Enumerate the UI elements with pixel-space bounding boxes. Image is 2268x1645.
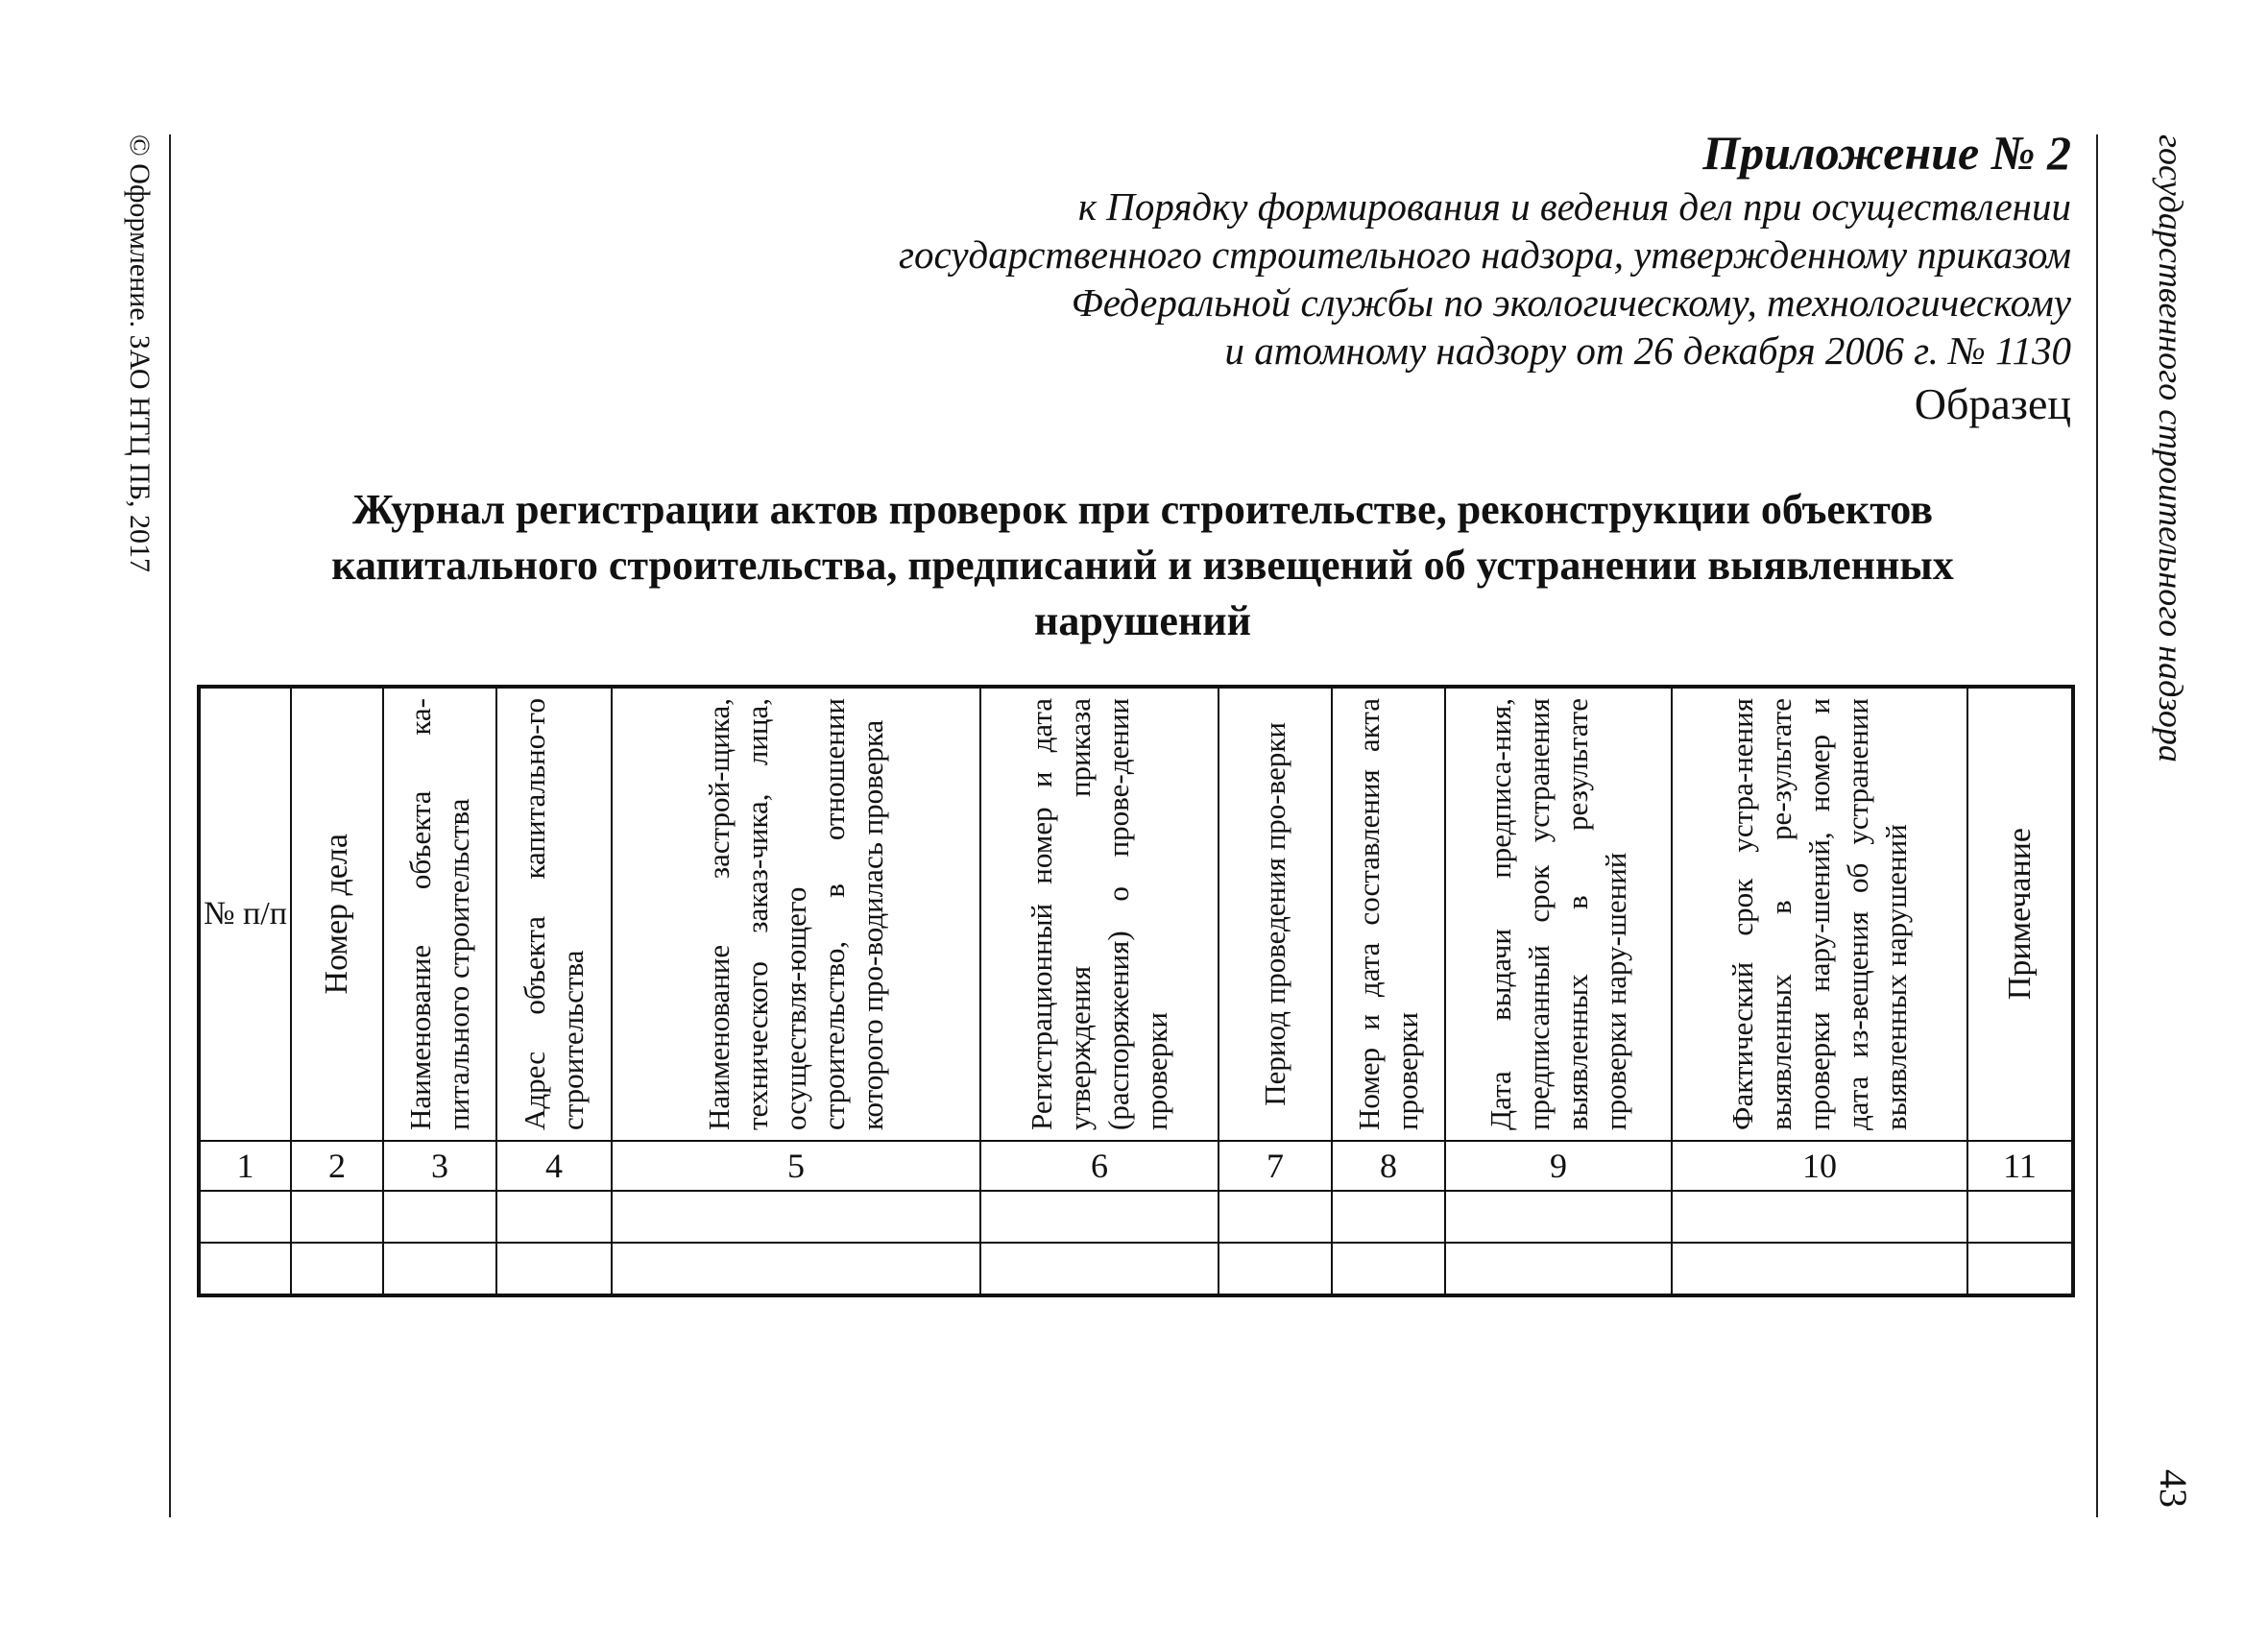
header-object-address: Адрес объекта капитально-го строительства (518, 698, 590, 1130)
table-header-row (199, 687, 2073, 1141)
empty-cell (1672, 1243, 1967, 1295)
running-header: государственного строительного надзора (2152, 134, 2190, 762)
appendix-title: Приложение № 2 (1702, 126, 2071, 180)
column-number: 7 (1218, 1141, 1332, 1191)
column-number: 2 (291, 1141, 383, 1191)
appendix-line-3: Федеральной службы по экологическому, технологическому (1071, 280, 2071, 325)
header-order-registration: Регистрационный номер и дата утверждения приказа (распоряжения) о прове-дении проверки (1025, 698, 1173, 1130)
table-row (199, 1191, 2073, 1243)
empty-cell (980, 1243, 1218, 1295)
empty-cell (1332, 1243, 1445, 1295)
empty-cell (1967, 1243, 2073, 1295)
empty-cell (1445, 1243, 1672, 1295)
table-row (199, 1243, 2073, 1295)
left-margin-rule (169, 134, 171, 1517)
empty-cell (1967, 1191, 2073, 1243)
header-act-number-date: Номер и дата составления акта проверки (1352, 698, 1424, 1130)
column-number: 1 (199, 1141, 291, 1191)
right-margin-rule (2096, 134, 2098, 1517)
empty-cell (199, 1243, 291, 1295)
journal-title-line-2: капитального строительства, предписаний и извещений об устранении выявленных (331, 542, 1954, 589)
header-cell (199, 687, 291, 1141)
header-cell (980, 687, 1218, 1141)
empty-cell (980, 1191, 1218, 1243)
sample-label: Образец (1914, 379, 2071, 428)
header-actual-elimination: Фактический срок устра-нения выявленных в ре-зультате проверки нару-шений, номер и дата из-вещения об устранении выявленных нарушений (1725, 698, 1913, 1130)
appendix-line-2: государственного строительного надзора, утвержденному приказом (898, 232, 2071, 277)
empty-cell (612, 1191, 980, 1243)
header-cell (383, 687, 496, 1141)
column-number: 8 (1332, 1141, 1445, 1191)
column-number: 10 (1672, 1141, 1967, 1191)
column-number: 4 (496, 1141, 612, 1191)
column-number: 5 (612, 1141, 980, 1191)
column-number-row (199, 1141, 2073, 1191)
empty-cell (383, 1191, 496, 1243)
journal-title-line-3: нарушений (1034, 597, 1251, 644)
header-cell (1967, 687, 2073, 1141)
journal-title (202, 482, 2084, 649)
column-number: 6 (980, 1141, 1218, 1191)
header-inspection-period: Период проведения про-верки (1258, 722, 1291, 1106)
column-number: 11 (1967, 1141, 2073, 1191)
header-note: Примечание (2001, 828, 2038, 1001)
copyright-note: © Оформление. ЗАО НТЦ ПБ, 2017 (124, 134, 156, 573)
header-cell (1672, 687, 1967, 1141)
journal-table (197, 685, 2075, 1297)
empty-cell (1218, 1243, 1332, 1295)
page-number: 43 (2152, 1469, 2195, 1508)
column-number: 3 (383, 1141, 496, 1191)
header-cell (291, 687, 383, 1141)
empty-cell (383, 1243, 496, 1295)
empty-cell (291, 1191, 383, 1243)
column-number: 9 (1445, 1141, 1672, 1191)
appendix-block (727, 123, 2071, 434)
journal-title-line-1: Журнал регистрации актов проверок при строительстве, реконструкции объектов (352, 486, 1933, 533)
header-object-name: Наименование объекта ка-питального строительства (403, 698, 475, 1130)
empty-cell (199, 1191, 291, 1243)
header-cell (496, 687, 612, 1141)
empty-cell (612, 1243, 980, 1295)
header-cell (1218, 687, 1332, 1141)
empty-cell (1672, 1191, 1967, 1243)
empty-cell (1218, 1191, 1332, 1243)
header-cell (1332, 687, 1445, 1141)
empty-cell (496, 1243, 612, 1295)
header-cell (612, 687, 980, 1141)
appendix-line-1: к Порядку формирования и ведения дел при осуществлении (1077, 184, 2071, 229)
empty-cell (496, 1191, 612, 1243)
header-case-number: Номер дела (319, 834, 354, 995)
header-cell (1445, 687, 1672, 1141)
header-prescription-date: Дата выдачи предписа-ния, предписанный срок устранения выявленных в результате проверки нару-шений (1484, 698, 1632, 1130)
empty-cell (1332, 1191, 1445, 1243)
header-developer-name: Наименование застрой-щика, технического заказ-чика, лица, осуществля-ющего строительство, в отношении которого про-водилась проверка (702, 698, 889, 1130)
empty-cell (291, 1243, 383, 1295)
empty-cell (1445, 1191, 1672, 1243)
appendix-line-4: и атомному надзору от 26 декабря 2006 г. № 1130 (1224, 328, 2071, 373)
header-row-number: № п/п (204, 896, 287, 931)
